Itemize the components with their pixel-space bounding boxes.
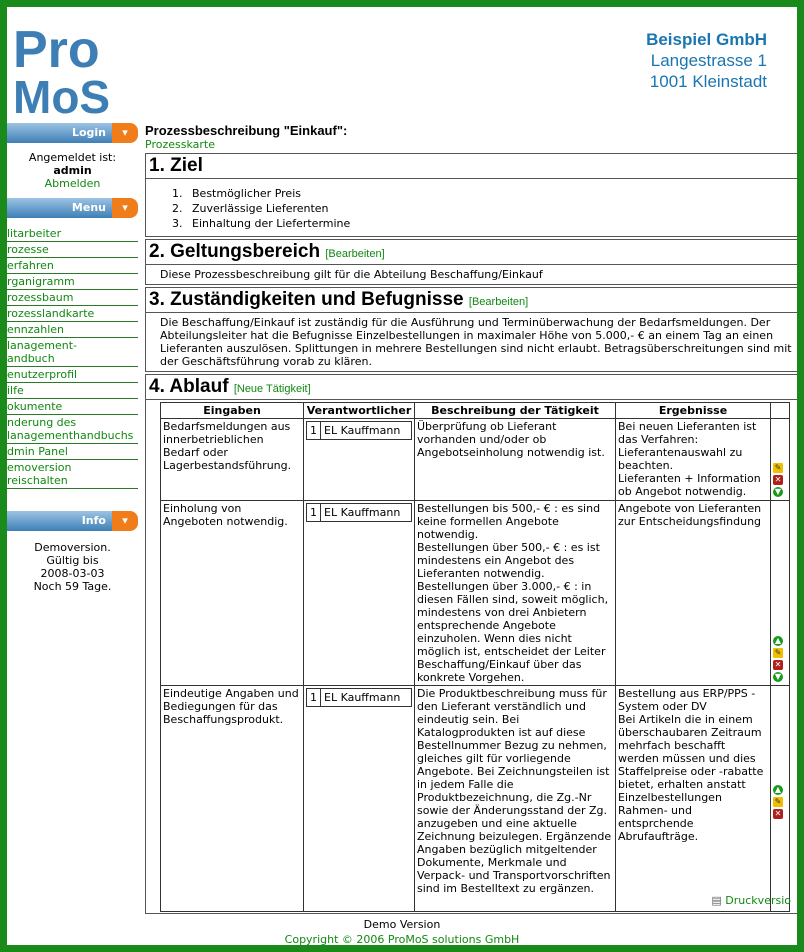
move-down-icon[interactable]: ▼: [774, 672, 782, 681]
cell-output: Angebote von Lieferanten zur Entscheidungsfindung: [616, 501, 771, 686]
delete-icon[interactable]: ✕: [774, 475, 782, 484]
cell-description: Bestellungen bis 500,- € : es sind keine formellen Angebote notwendig. Bestellungen über 500,- € : es ist mindestens ein Angebot des Lieferanten notwendig. Bestellungen über 3.000,- € : in diesen Fällen sind, soweit möglich, mindestens von drei Anbietern entsprechende Angebote einzuholen. Wenn dies nicht möglich ist, entscheidet der Leiter Beschaffung/Einkauf über das konkrete Vorgehen.: [415, 501, 616, 686]
resp-name: EL Kauffmann: [324, 691, 401, 704]
process-map-link[interactable]: Prozesskarte: [145, 138, 215, 151]
company-street: Langestrasse 1: [650, 51, 767, 70]
company-address: [646, 29, 767, 92]
info-line: 2008-03-03: [40, 567, 105, 580]
sidebar: [7, 123, 138, 599]
goal-item: 3. Einhaltung der Liefertermine: [186, 216, 791, 231]
edit-icon[interactable]: ✎: [774, 463, 782, 472]
new-activity-label: Neue Tätigkeit: [236, 383, 308, 395]
col-header: Ergebnisse: [616, 403, 771, 419]
menu-item[interactable]: ilfe: [7, 383, 138, 399]
section-zustaendig-heading: [145, 287, 804, 313]
user-name: admin: [53, 164, 92, 177]
menu-item[interactable]: lanagement- andbuch: [7, 338, 138, 367]
info-line: Noch 59 Tage.: [33, 580, 112, 593]
cell-description: Überprüfung ob Lieferant vorhanden und/oder ob Angebotseinholung notwendig ist.: [415, 419, 616, 501]
resp-number: 1: [307, 689, 321, 706]
section-geltung-heading: [145, 239, 804, 265]
cell-output: Bestellung aus ERP/PPS - System oder DV Bei Artikeln die in einem überschaubaren Zeitraum mehrfach beschafft werden müssen und dies Staffelpreise oder -rabatte bietet, erhalten anstatt Einzelbestellungen Rahmen- und entsprchende Abrufaufträge.: [616, 686, 771, 912]
section-ablauf-body: [145, 400, 804, 914]
info-header-label: Info: [81, 514, 106, 527]
table-row: [161, 686, 790, 912]
menu-item[interactable]: rozessbaum: [7, 290, 138, 306]
section-ablauf-heading: [145, 374, 804, 400]
company-name: Beispiel GmbH: [646, 30, 767, 49]
menu-item[interactable]: okumente: [7, 399, 138, 415]
menu-item[interactable]: rganigramm: [7, 274, 138, 290]
delete-icon[interactable]: ✕: [774, 809, 782, 818]
login-box: [7, 143, 138, 196]
menu-item[interactable]: ennzahlen: [7, 322, 138, 338]
menu-item[interactable]: rozesse: [7, 242, 138, 258]
menu-list: [7, 226, 138, 489]
footer-version: Demo Version: [363, 918, 441, 931]
print-version-link[interactable]: [711, 894, 791, 907]
cell-description: Die Produktbeschreibung muss für den Lieferant verständlich und eindeutig sein. Bei Katalogprodukten ist auf diese Bestellnummer Bezug zu nehmen, gleiches gilt für vorliegende Angebote. Bei Zeichnungsteilen ist in jedem Falle die Produktbezeichnung, die Zg.-Nr sowie der Änderungsstand der Zg. anzugeben und eine aktuelle Zeichnung beizulegen. Ergänzende Angaben bezüglich mitgeltender Dokumente, Merkmale und Verpack- und Transportvorschriften sind im Bestelltext zu ergänzen.: [415, 686, 616, 912]
col-header-actions: [771, 403, 790, 419]
menu-item[interactable]: nderung des lanagementhandbuchs: [7, 415, 138, 444]
move-up-icon[interactable]: ▲: [774, 785, 782, 794]
move-up-icon[interactable]: ▲: [774, 636, 782, 645]
edit-link[interactable]: [Bearbeiten]: [325, 248, 385, 260]
menu-item[interactable]: emoversion reischalten: [7, 460, 138, 489]
resp-number: 1: [307, 422, 321, 439]
cell-responsible: [304, 686, 415, 912]
resp-name: EL Kauffmann: [324, 424, 401, 437]
section-ziel-heading: [145, 153, 804, 179]
login-header-label: Login: [71, 126, 106, 139]
logo-line2: MoS: [13, 71, 111, 117]
delete-icon[interactable]: ✕: [774, 660, 782, 669]
goal-list: [160, 186, 791, 231]
menu-item[interactable]: enutzerprofil: [7, 367, 138, 383]
resp-name: EL Kauffmann: [324, 506, 401, 519]
edit-icon[interactable]: ✎: [774, 648, 782, 657]
logout-link[interactable]: Abmelden: [44, 177, 101, 190]
menu-item[interactable]: litarbeiter: [7, 226, 138, 242]
resp-number: 1: [307, 504, 321, 521]
table-row: [161, 501, 790, 686]
cell-actions: [771, 686, 790, 912]
logo-line1: Pro: [13, 21, 100, 79]
goal-item: 2. Zuverlässige Lieferenten: [186, 201, 791, 216]
section-title: 4. Ablauf: [149, 376, 229, 397]
col-header: Beschreibung der Tätigkeit: [415, 403, 616, 419]
edit-icon[interactable]: ✎: [774, 797, 782, 806]
section-geltung-body: Diese Prozessbeschreibung gilt für die Abteilung Beschaffung/Einkauf: [145, 265, 804, 285]
col-header: Eingaben: [161, 403, 304, 419]
edit-link[interactable]: [Bearbeiten]: [468, 296, 529, 308]
col-header: Verantwortlicher: [304, 403, 415, 419]
cell-actions: [771, 501, 790, 686]
collapse-icon[interactable]: ▾: [112, 123, 138, 143]
edit-link-label: Bearbeiten: [471, 296, 526, 308]
edit-link-label: Bearbeiten: [328, 248, 382, 260]
cell-input: Bedarfsmeldungen aus innerbetrieblichen Bedarf oder Lagerbestandsführung.: [161, 419, 304, 501]
main-content: [145, 123, 804, 914]
menu-header-label: Menu: [71, 201, 106, 214]
printer-icon: ▤: [711, 894, 722, 907]
info-line: Gültig bis: [46, 554, 99, 567]
cell-output: Bei neuen Lieferanten ist das Verfahren: Lieferantenauswahl zu beachten. Lieferanten + Information ob Angebot notwendig.: [616, 419, 771, 501]
section-zustaendig-body: Die Beschaffung/Einkauf ist zuständig für die Ausführung und Terminüberwachung der Bedarfsmeldungen. Der Abteilungsleiter hat die Befugnisse Einzelbestellungen in maximaler Höhe von 5.000,- € an einem Tag an einen Lieferanten auszulösen. Splittungen in mehrere Bestellungen sind nicht erlaubt. Betragsüberschreitungen sind mit der Geschäftsführung vorab zu klären.: [145, 313, 804, 372]
info-box: [7, 531, 138, 599]
page-title: Prozessbeschreibung "Einkauf":: [145, 123, 348, 138]
cell-input: Eindeutige Angaben und Bediegungen für das Beschaffungsprodukt.: [161, 686, 304, 912]
section-ziel-body: [145, 179, 804, 237]
logged-in-label: Angemeldet ist:: [28, 151, 117, 164]
table-row: [161, 419, 790, 501]
section-title: 2. Geltungsbereich: [149, 241, 321, 262]
new-activity-link[interactable]: [Neue Tätigkeit]: [233, 383, 311, 395]
footer-copyright: Copyright © 2006 ProMoS solutions GmbH: [284, 933, 520, 946]
menu-item[interactable]: dmin Panel: [7, 444, 138, 460]
menu-item[interactable]: rozesslandkarte: [7, 306, 138, 322]
cell-responsible: [304, 419, 415, 501]
collapse-icon[interactable]: ▾: [112, 198, 138, 218]
menu-header[interactable]: [7, 198, 138, 218]
cell-responsible: [304, 501, 415, 686]
cell-actions: [771, 419, 790, 501]
section-title: 3. Zuständigkeiten und Befugnisse: [149, 289, 464, 310]
print-label: Druckversio: [725, 894, 791, 907]
menu-item[interactable]: erfahren: [7, 258, 138, 274]
footer: [7, 917, 797, 947]
move-down-icon[interactable]: ▼: [774, 487, 782, 496]
info-header[interactable]: [7, 511, 138, 531]
section-title: 1. Ziel: [149, 155, 203, 176]
promos-logo: [11, 17, 141, 117]
collapse-icon[interactable]: ▾: [112, 511, 138, 531]
goal-item: 1. Bestmöglicher Preis: [186, 186, 791, 201]
company-city: 1001 Kleinstadt: [649, 72, 767, 91]
cell-input: Einholung von Angeboten notwendig.: [161, 501, 304, 686]
login-header[interactable]: [7, 123, 138, 143]
info-line: Demoversion.: [34, 541, 111, 554]
activity-table: [160, 402, 790, 912]
